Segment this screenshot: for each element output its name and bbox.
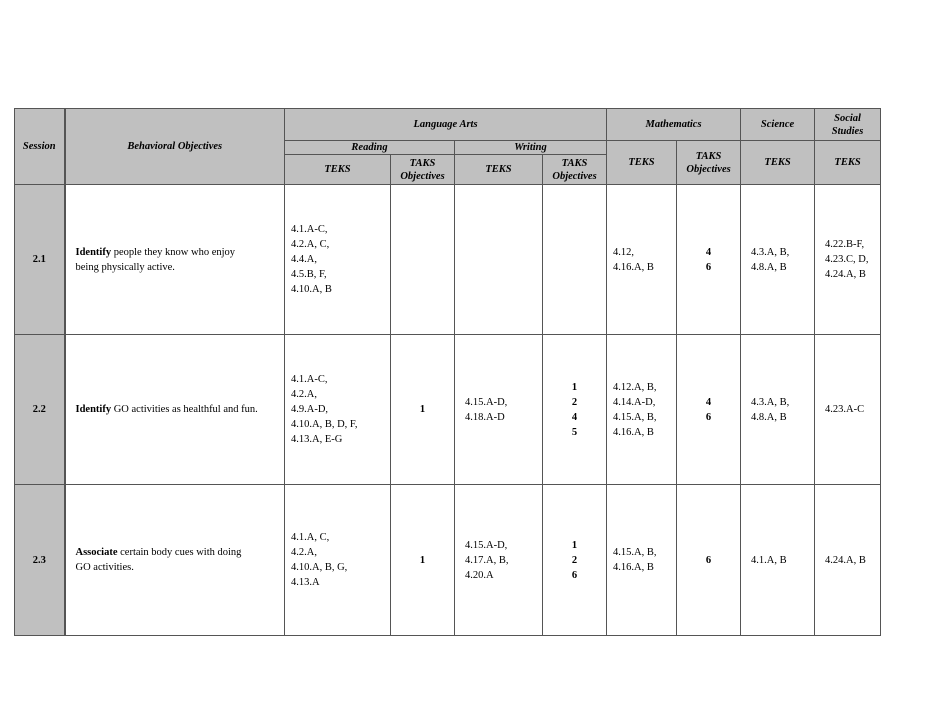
math-taks-header bbox=[677, 141, 741, 185]
reading-taks-cell bbox=[391, 335, 455, 485]
reading-teks-cell bbox=[285, 485, 391, 636]
math-teks-header: TEKS bbox=[607, 141, 677, 185]
math-taks-item: 6 bbox=[705, 411, 712, 423]
math-taks-header-line1: TAKS bbox=[695, 150, 722, 162]
reading-taks-item: 1 bbox=[419, 554, 426, 566]
objective-verb: Identify bbox=[75, 246, 112, 258]
reading-taks-cell bbox=[391, 185, 455, 335]
reading-teks-item: 4.5.B, F, bbox=[291, 269, 327, 280]
behavioral-objective bbox=[65, 185, 285, 335]
math-taks-item: 4 bbox=[705, 396, 712, 408]
social-studies-header-line1: Social bbox=[834, 112, 861, 124]
objective-verb: Identify bbox=[75, 404, 112, 415]
objective-line: being physically active. bbox=[75, 261, 175, 273]
reading-teks-item: 4.4.A, bbox=[291, 254, 317, 265]
math-taks-item: 6 bbox=[705, 261, 712, 273]
reading-teks-item: 4.13.A bbox=[291, 577, 320, 588]
science-teks-item: 4.1.A, B bbox=[751, 554, 787, 566]
table-row bbox=[15, 185, 881, 335]
science-header: Science bbox=[741, 109, 815, 141]
writing-teks-item: 4.15.A-D, bbox=[465, 539, 508, 551]
math-teks-cell bbox=[607, 485, 677, 636]
science-teks-cell bbox=[741, 485, 815, 636]
science-teks-item: 4.3.A, B, bbox=[751, 246, 790, 258]
table-body bbox=[15, 185, 881, 636]
reading-teks-item: 4.10.A, B, D, F, bbox=[291, 419, 358, 430]
math-teks-item: 4.16.A, B bbox=[613, 562, 654, 573]
math-teks-item: 4.15.A, B, bbox=[613, 547, 657, 558]
science-teks-item: 4.8.A, B bbox=[751, 261, 787, 273]
reading-taks-header bbox=[391, 155, 455, 185]
writing-taks-item: 1 bbox=[571, 539, 578, 551]
reading-teks-item: 4.1.A-C, bbox=[291, 374, 328, 385]
session-header: Session bbox=[15, 109, 65, 185]
math-taks-item: 6 bbox=[705, 554, 712, 566]
session-number: 2.3 bbox=[15, 485, 65, 636]
science-teks-cell bbox=[741, 185, 815, 335]
writing-taks-header bbox=[543, 155, 607, 185]
mathematics-header: Mathematics bbox=[607, 109, 741, 141]
reading-teks-item: 4.2.A, C, bbox=[291, 239, 330, 250]
writing-teks-cell bbox=[455, 335, 543, 485]
math-taks-item: 4 bbox=[705, 246, 712, 258]
reading-teks-item: 4.2.A, bbox=[291, 389, 317, 400]
writing-taks-item: 6 bbox=[571, 569, 578, 581]
reading-teks-item: 4.9.A-D, bbox=[291, 404, 329, 415]
science-teks-item: 4.8.A, B bbox=[751, 411, 787, 423]
table-row bbox=[15, 485, 881, 636]
language-arts-header: Language Arts bbox=[285, 109, 607, 141]
reading-teks-header: TEKS bbox=[285, 155, 391, 185]
writing-taks-item: 2 bbox=[571, 554, 578, 566]
math-teks-item: 4.16.A, B bbox=[613, 261, 654, 273]
social-teks-item: 4.24.A, B bbox=[825, 554, 866, 566]
reading-taks-header-line2: Objectives bbox=[400, 170, 445, 182]
writing-teks-item: 4.17.A, B, bbox=[465, 554, 509, 566]
reading-teks-cell bbox=[285, 185, 391, 335]
reading-header: Reading bbox=[285, 141, 455, 155]
math-taks-cell bbox=[677, 485, 741, 636]
writing-taks-cell bbox=[543, 185, 607, 335]
reading-teks-item: 4.10.A, B bbox=[291, 284, 332, 295]
math-taks-header-line2: Objectives bbox=[686, 163, 731, 175]
writing-taks-header-line1: TAKS bbox=[561, 157, 588, 169]
science-teks-item: 4.3.A, B, bbox=[751, 396, 790, 408]
social-teks-header: TEKS bbox=[815, 141, 881, 185]
math-teks-item: 4.16.A, B bbox=[613, 426, 654, 438]
objective-line: Identify people they know who enjoy bbox=[75, 246, 236, 258]
session-number: 2.2 bbox=[15, 335, 65, 485]
math-teks-item: 4.12, bbox=[613, 246, 635, 258]
reading-teks-item: 4.2.A, bbox=[291, 547, 317, 558]
table-row bbox=[15, 335, 881, 485]
reading-taks-item: 1 bbox=[419, 404, 426, 415]
objective-line: Associate certain body cues with doing bbox=[75, 547, 242, 558]
writing-teks-item: 4.18.A-D bbox=[465, 411, 505, 423]
social-teks-item: 4.24.A, B bbox=[825, 269, 866, 280]
objective-verb: Associate bbox=[75, 547, 118, 558]
writing-taks-header-line2: Objectives bbox=[552, 170, 597, 182]
social-studies-header bbox=[815, 109, 881, 141]
social-studies-header-line2: Studies bbox=[831, 125, 864, 137]
social-teks-cell bbox=[815, 335, 881, 485]
math-teks-item: 4.14.A-D, bbox=[613, 396, 656, 408]
reading-teks-item: 4.1.A, C, bbox=[291, 532, 330, 543]
reading-teks-cell bbox=[285, 335, 391, 485]
writing-taks-item: 2 bbox=[571, 396, 578, 408]
reading-teks-item: 4.1.A-C, bbox=[291, 224, 328, 235]
writing-teks-item: 4.20.A bbox=[465, 569, 494, 581]
writing-taks-item: 5 bbox=[571, 426, 578, 438]
reading-taks-header-line1: TAKS bbox=[409, 157, 436, 169]
writing-taks-cell bbox=[543, 335, 607, 485]
behavioral-objective bbox=[65, 485, 285, 636]
reading-teks-item: 4.10.A, B, G, bbox=[291, 562, 348, 573]
writing-teks-item: 4.15.A-D, bbox=[465, 396, 508, 408]
session-number: 2.1 bbox=[15, 185, 65, 335]
reading-taks-cell bbox=[391, 485, 455, 636]
objective-line: Identify GO activities as healthful and fun. bbox=[75, 404, 258, 415]
math-teks-item: 4.15.A, B, bbox=[613, 411, 657, 423]
math-teks-cell bbox=[607, 335, 677, 485]
writing-teks-cell bbox=[455, 185, 543, 335]
social-teks-item: 4.22.B-F, bbox=[825, 239, 865, 250]
science-teks-header: TEKS bbox=[741, 141, 815, 185]
math-taks-cell bbox=[677, 185, 741, 335]
teks-table bbox=[14, 108, 881, 636]
writing-header: Writing bbox=[455, 141, 607, 155]
writing-taks-item: 4 bbox=[571, 411, 578, 423]
math-taks-cell bbox=[677, 335, 741, 485]
behavioral-objectives-header: Behavioral Objectives bbox=[65, 109, 285, 185]
social-teks-cell bbox=[815, 185, 881, 335]
writing-taks-cell bbox=[543, 485, 607, 636]
social-teks-item: 4.23.A-C bbox=[825, 404, 865, 415]
objective-line: GO activities. bbox=[75, 562, 134, 573]
curriculum-alignment-table bbox=[14, 108, 880, 641]
writing-taks-item: 1 bbox=[571, 381, 578, 393]
social-teks-cell bbox=[815, 485, 881, 636]
math-teks-cell bbox=[607, 185, 677, 335]
social-teks-item: 4.23.C, D, bbox=[825, 254, 869, 265]
writing-teks-header: TEKS bbox=[455, 155, 543, 185]
math-teks-item: 4.12.A, B, bbox=[613, 381, 657, 393]
behavioral-objective bbox=[65, 335, 285, 485]
reading-teks-item: 4.13.A, E-G bbox=[291, 434, 343, 445]
science-teks-cell bbox=[741, 335, 815, 485]
writing-teks-cell bbox=[455, 485, 543, 636]
